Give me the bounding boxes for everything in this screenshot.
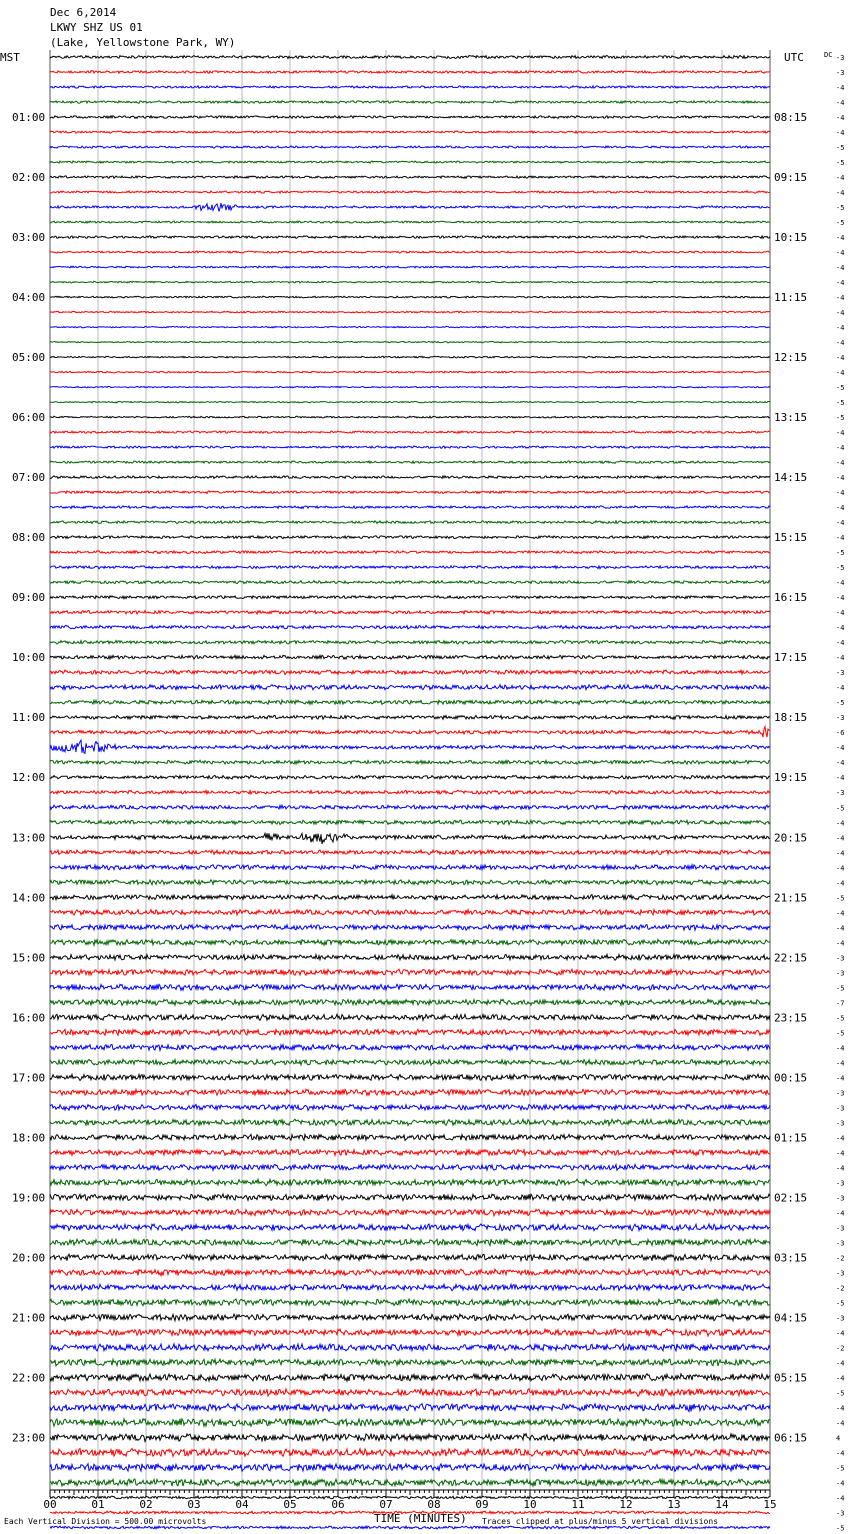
dc-offset: -4 xyxy=(836,234,845,243)
mst-label: 19:00 xyxy=(12,1191,46,1205)
x-axis-title: TIME (MINUTES) xyxy=(374,1512,467,1525)
utc-label: 16:15 xyxy=(774,591,808,605)
trace-44 xyxy=(50,715,770,719)
trace-61 xyxy=(50,969,770,975)
x-tick-label: 11 xyxy=(571,1498,585,1511)
trace-70 xyxy=(50,1104,770,1110)
dc-offset: -3 xyxy=(836,669,845,678)
dc-offset: -5 xyxy=(836,1524,845,1533)
dc-offset: -3 xyxy=(836,1509,845,1518)
trace-30 xyxy=(50,506,770,509)
utc-label: 01:15 xyxy=(774,1131,808,1145)
dc-offset: -4 xyxy=(836,249,845,258)
dc-offset: -4 xyxy=(836,1449,845,1458)
dc-offset: -6 xyxy=(836,729,845,738)
dc-offset: -5 xyxy=(836,1299,845,1308)
dc-offset: -4 xyxy=(836,459,845,468)
dc-offset: -3 xyxy=(836,954,845,963)
trace-32 xyxy=(50,536,770,539)
trace-56 xyxy=(50,895,770,900)
dc-offset: -4 xyxy=(836,294,845,303)
dc-offset: -4 xyxy=(836,1074,845,1083)
header xyxy=(50,6,235,49)
dc-offset: -4 xyxy=(836,849,845,858)
trace-28 xyxy=(50,476,770,479)
trace-46 xyxy=(50,740,770,753)
dc-offset: -4 xyxy=(836,639,845,648)
x-tick-label: 03 xyxy=(187,1498,201,1511)
mst-label: 16:00 xyxy=(12,1011,46,1025)
utc-label: 17:15 xyxy=(774,651,808,665)
trace-71 xyxy=(50,1119,770,1125)
dc-offset: -4 xyxy=(836,654,845,663)
trace-57 xyxy=(50,910,770,915)
utc-label: 02:15 xyxy=(774,1191,808,1205)
utc-label: 00:15 xyxy=(774,1071,808,1085)
dc-offset: -4 xyxy=(836,84,845,93)
dc-offset: -4 xyxy=(836,429,845,438)
trace-83 xyxy=(50,1299,770,1306)
utc-label: 11:15 xyxy=(774,291,808,305)
trace-0 xyxy=(50,56,770,59)
dc-offset: -4 xyxy=(836,624,845,633)
mst-label: 03:00 xyxy=(12,231,46,245)
x-tick-label: 07 xyxy=(379,1498,393,1511)
dc-offset: -2 xyxy=(836,1344,845,1353)
utc-label: 19:15 xyxy=(774,771,808,785)
mst-label: 05:00 xyxy=(12,351,46,365)
footer-scale: Each Vertical Division = 500.00 microvolts xyxy=(4,1517,207,1526)
trace-43 xyxy=(50,700,770,704)
dc-offset: -4 xyxy=(836,339,845,348)
dc-offset: -4 xyxy=(836,1329,845,1338)
trace-3 xyxy=(50,101,770,104)
dc-offset: -4 xyxy=(836,309,845,318)
trace-29 xyxy=(50,491,770,494)
trace-36 xyxy=(50,596,770,599)
utc-label: 23:15 xyxy=(774,1011,808,1025)
dc-offset: -4 xyxy=(836,99,845,108)
mst-label: 02:00 xyxy=(12,171,46,185)
x-tick-label: 15 xyxy=(763,1498,777,1511)
trace-13 xyxy=(50,251,770,253)
dc-offset: -5 xyxy=(836,894,845,903)
dc-offset: -5 xyxy=(836,399,845,408)
trace-68 xyxy=(50,1074,770,1080)
trace-98 xyxy=(50,1526,770,1529)
dc-offset: -3 xyxy=(836,789,845,798)
mst-label: 18:00 xyxy=(12,1131,46,1145)
dc-offset: -3 xyxy=(836,1119,845,1128)
mst-label: 21:00 xyxy=(12,1311,46,1325)
dc-offset: -2 xyxy=(836,1284,845,1293)
trace-66 xyxy=(50,1045,770,1051)
dc-offset: -4 xyxy=(836,534,845,543)
trace-16 xyxy=(50,296,770,298)
utc-label: 18:15 xyxy=(774,711,808,725)
dc-offset: -5 xyxy=(836,1029,845,1038)
dc-offset: -4 xyxy=(836,114,845,123)
trace-78 xyxy=(50,1224,770,1231)
trace-85 xyxy=(50,1329,770,1336)
dc-offset: -5 xyxy=(836,804,845,813)
mst-label: 01:00 xyxy=(12,111,46,125)
dc-offset: -4 xyxy=(836,324,845,333)
dc-offset: -5 xyxy=(836,204,845,213)
dc-offset: -5 xyxy=(836,384,845,393)
trace-18 xyxy=(50,326,770,328)
trace-69 xyxy=(50,1089,770,1095)
dc-offset: -4 xyxy=(836,1359,845,1368)
x-tick-label: 02 xyxy=(139,1498,153,1511)
dc-offset: 4 xyxy=(836,1434,841,1443)
trace-72 xyxy=(50,1134,770,1140)
x-tick-label: 12 xyxy=(619,1498,633,1511)
trace-40 xyxy=(50,655,770,659)
dc-offset: -5 xyxy=(836,1389,845,1398)
trace-10 xyxy=(50,203,770,212)
x-tick-label: 01 xyxy=(91,1498,105,1511)
dc-offset: -4 xyxy=(836,1209,845,1218)
mst-hour-labels xyxy=(12,111,45,1444)
dc-offset: -3 xyxy=(836,1179,845,1188)
trace-53 xyxy=(50,850,770,855)
dc-offset: -4 xyxy=(836,939,845,948)
trace-91 xyxy=(50,1419,770,1426)
dc-offset: -5 xyxy=(836,219,845,228)
trace-84 xyxy=(50,1314,770,1321)
utc-label: 04:15 xyxy=(774,1311,808,1325)
dc-offset: -4 xyxy=(836,489,845,498)
header-date: Dec 6,2014 xyxy=(50,6,117,19)
right-axis-label: UTC xyxy=(784,51,804,64)
seismic-traces xyxy=(50,56,770,1534)
trace-50 xyxy=(50,805,770,809)
mst-label: 10:00 xyxy=(12,651,46,665)
dc-offset: -4 xyxy=(836,609,845,618)
trace-80 xyxy=(50,1254,770,1260)
dc-offset: -4 xyxy=(836,594,845,603)
dc-offset: -4 xyxy=(836,189,845,198)
dc-offset: -3 xyxy=(836,1089,845,1098)
trace-59 xyxy=(50,939,770,945)
utc-label: 15:15 xyxy=(774,531,808,545)
x-tick-label: 05 xyxy=(283,1498,297,1511)
mst-label: 06:00 xyxy=(12,411,46,425)
trace-62 xyxy=(50,984,770,990)
dc-offset: -4 xyxy=(836,1374,845,1383)
trace-52 xyxy=(50,833,770,844)
dc-offset: -4 xyxy=(836,1149,845,1158)
trace-60 xyxy=(50,954,770,960)
trace-14 xyxy=(50,266,770,268)
dc-offset: -4 xyxy=(836,279,845,288)
utc-label: 09:15 xyxy=(774,171,808,185)
trace-87 xyxy=(50,1359,770,1366)
trace-7 xyxy=(50,161,770,163)
trace-4 xyxy=(50,116,770,119)
trace-35 xyxy=(50,581,770,584)
trace-55 xyxy=(50,880,770,885)
dc-offset: -5 xyxy=(836,984,845,993)
dc-offset: -4 xyxy=(836,864,845,873)
trace-31 xyxy=(50,521,770,524)
trace-42 xyxy=(50,685,770,690)
trace-95 xyxy=(50,1479,770,1486)
trace-19 xyxy=(50,341,770,343)
trace-33 xyxy=(50,551,770,554)
trace-27 xyxy=(50,461,770,464)
dc-offset: -3 xyxy=(836,969,845,978)
dc-offset: -4 xyxy=(836,1479,845,1488)
trace-90 xyxy=(50,1404,770,1412)
utc-label: 03:15 xyxy=(774,1251,808,1265)
dc-offset: -5 xyxy=(836,414,845,423)
mst-label: 14:00 xyxy=(12,891,46,905)
mst-label: 09:00 xyxy=(12,591,46,605)
x-tick-label: 09 xyxy=(475,1498,489,1511)
utc-label: 22:15 xyxy=(774,951,808,965)
x-tick-label: 13 xyxy=(667,1498,681,1511)
dc-offset: -4 xyxy=(836,1419,845,1428)
dc-offset: -3 xyxy=(836,1269,845,1278)
trace-86 xyxy=(50,1344,770,1351)
dc-offset: -4 xyxy=(836,1404,845,1413)
x-tick-label: 14 xyxy=(715,1498,729,1511)
dc-offset: -4 xyxy=(836,1164,845,1173)
trace-47 xyxy=(50,760,770,764)
utc-label: 12:15 xyxy=(774,351,808,365)
dc-offset-labels xyxy=(836,54,844,1534)
dc-offset: -3 xyxy=(836,1224,845,1233)
trace-15 xyxy=(50,281,770,283)
dc-offset: -7 xyxy=(836,999,845,1008)
utc-label: 20:15 xyxy=(774,831,808,845)
trace-75 xyxy=(50,1179,770,1185)
dc-offset: -4 xyxy=(836,264,845,273)
utc-label: 14:15 xyxy=(774,471,808,485)
dc-offset: -4 xyxy=(836,744,845,753)
mst-label: 13:00 xyxy=(12,831,46,845)
trace-82 xyxy=(50,1284,770,1290)
trace-41 xyxy=(50,670,770,674)
trace-51 xyxy=(50,820,770,824)
trace-94 xyxy=(50,1464,770,1471)
trace-5 xyxy=(50,131,770,133)
dc-offset: -5 xyxy=(836,564,845,573)
dc-offset: -4 xyxy=(836,1134,845,1143)
trace-38 xyxy=(50,625,770,629)
trace-6 xyxy=(50,146,770,148)
trace-65 xyxy=(50,1029,770,1035)
dc-offset: -3 xyxy=(836,1194,845,1203)
dc-offset: -4 xyxy=(836,819,845,828)
dc-offset: -5 xyxy=(836,159,845,168)
mst-label: 22:00 xyxy=(12,1371,46,1385)
utc-label: 08:15 xyxy=(774,111,808,125)
trace-17 xyxy=(50,311,770,313)
trace-93 xyxy=(50,1449,770,1457)
trace-48 xyxy=(50,775,770,779)
dc-offset: -4 xyxy=(836,354,845,363)
dc-offset: -4 xyxy=(836,474,845,483)
trace-88 xyxy=(50,1374,770,1381)
trace-34 xyxy=(50,566,770,569)
trace-24 xyxy=(50,416,770,418)
trace-20 xyxy=(50,356,770,358)
x-tick-label: 06 xyxy=(331,1498,345,1511)
dc-offset: -4 xyxy=(836,1044,845,1053)
trace-26 xyxy=(50,446,770,449)
x-axis xyxy=(43,1490,776,1511)
dc-offset: -3 xyxy=(836,1314,845,1323)
trace-89 xyxy=(50,1389,770,1397)
trace-2 xyxy=(50,86,770,89)
dc-offset: -4 xyxy=(836,1059,845,1068)
x-tick-label: 10 xyxy=(523,1498,537,1511)
trace-76 xyxy=(50,1194,770,1201)
trace-39 xyxy=(50,640,770,644)
trace-92 xyxy=(50,1434,770,1442)
trace-22 xyxy=(50,386,770,388)
trace-74 xyxy=(50,1164,770,1170)
trace-11 xyxy=(50,221,770,223)
dc-offset: -4 xyxy=(836,834,845,843)
trace-77 xyxy=(50,1209,770,1216)
x-tick-label: 04 xyxy=(235,1498,249,1511)
dc-label: DC xyxy=(824,51,833,59)
mst-label: 07:00 xyxy=(12,471,46,485)
trace-64 xyxy=(50,1014,770,1020)
trace-9 xyxy=(50,191,770,193)
dc-offset: -5 xyxy=(836,1464,845,1473)
trace-12 xyxy=(50,236,770,239)
dc-offset: -4 xyxy=(836,774,845,783)
utc-label: 10:15 xyxy=(774,231,808,245)
utc-label: 21:15 xyxy=(774,891,808,905)
dc-offset: -5 xyxy=(836,144,845,153)
trace-8 xyxy=(50,176,770,179)
dc-offset: -4 xyxy=(836,759,845,768)
mst-label: 11:00 xyxy=(12,711,46,725)
dc-offset: -4 xyxy=(836,909,845,918)
trace-73 xyxy=(50,1150,770,1156)
utc-label: 06:15 xyxy=(774,1431,808,1445)
trace-67 xyxy=(50,1059,770,1065)
dc-offset: -3 xyxy=(836,54,845,62)
dc-offset: -4 xyxy=(836,579,845,588)
left-axis-label: MST xyxy=(0,51,20,64)
mst-label: 23:00 xyxy=(12,1431,46,1445)
trace-45 xyxy=(50,727,770,738)
dc-offset: -5 xyxy=(836,1014,845,1023)
dc-offset: -5 xyxy=(836,549,845,558)
dc-offset: -4 xyxy=(836,684,845,693)
mst-label: 15:00 xyxy=(12,951,46,965)
x-tick-label: 00 xyxy=(43,1498,57,1511)
dc-offset: -4 xyxy=(836,129,845,138)
mst-label: 04:00 xyxy=(12,291,46,305)
dc-offset: -4 xyxy=(836,369,845,378)
dc-offset: -3 xyxy=(836,69,845,78)
trace-81 xyxy=(50,1269,770,1276)
dc-offset: -2 xyxy=(836,1254,845,1263)
dc-offset: -4 xyxy=(836,504,845,513)
header-location: (Lake, Yellowstone Park, WY) xyxy=(50,36,236,49)
dc-offset: -4 xyxy=(836,879,845,888)
trace-21 xyxy=(50,371,770,373)
utc-label: 13:15 xyxy=(774,411,808,425)
dc-offset: -3 xyxy=(836,1104,845,1113)
utc-hour-labels xyxy=(774,111,807,1444)
dc-offset: -4 xyxy=(836,174,845,183)
footer-clip-note: Traces clipped at plus/minus 5 vertical divisions xyxy=(482,1517,719,1526)
trace-25 xyxy=(50,431,770,433)
trace-58 xyxy=(50,925,770,931)
mst-label: 20:00 xyxy=(12,1251,46,1265)
dc-offset: -4 xyxy=(836,1494,845,1503)
trace-23 xyxy=(50,401,770,403)
dc-offset: -3 xyxy=(836,1239,845,1248)
trace-54 xyxy=(50,865,770,870)
mst-label: 17:00 xyxy=(12,1071,46,1085)
trace-63 xyxy=(50,999,770,1005)
dc-offset: -4 xyxy=(836,519,845,528)
trace-79 xyxy=(50,1239,770,1246)
trace-37 xyxy=(50,611,770,614)
trace-1 xyxy=(50,71,770,74)
header-station: LKWY SHZ US 01 xyxy=(50,21,143,34)
mst-label: 12:00 xyxy=(12,771,46,785)
mst-label: 08:00 xyxy=(12,531,46,545)
utc-label: 05:15 xyxy=(774,1371,808,1385)
x-tick-label: 08 xyxy=(427,1498,441,1511)
trace-49 xyxy=(50,790,770,794)
dc-offset: -3 xyxy=(836,714,845,723)
dc-offset: -4 xyxy=(836,924,845,933)
dc-offset: -5 xyxy=(836,699,845,708)
trace-96 xyxy=(50,1496,770,1499)
dc-offset: -4 xyxy=(836,444,845,453)
